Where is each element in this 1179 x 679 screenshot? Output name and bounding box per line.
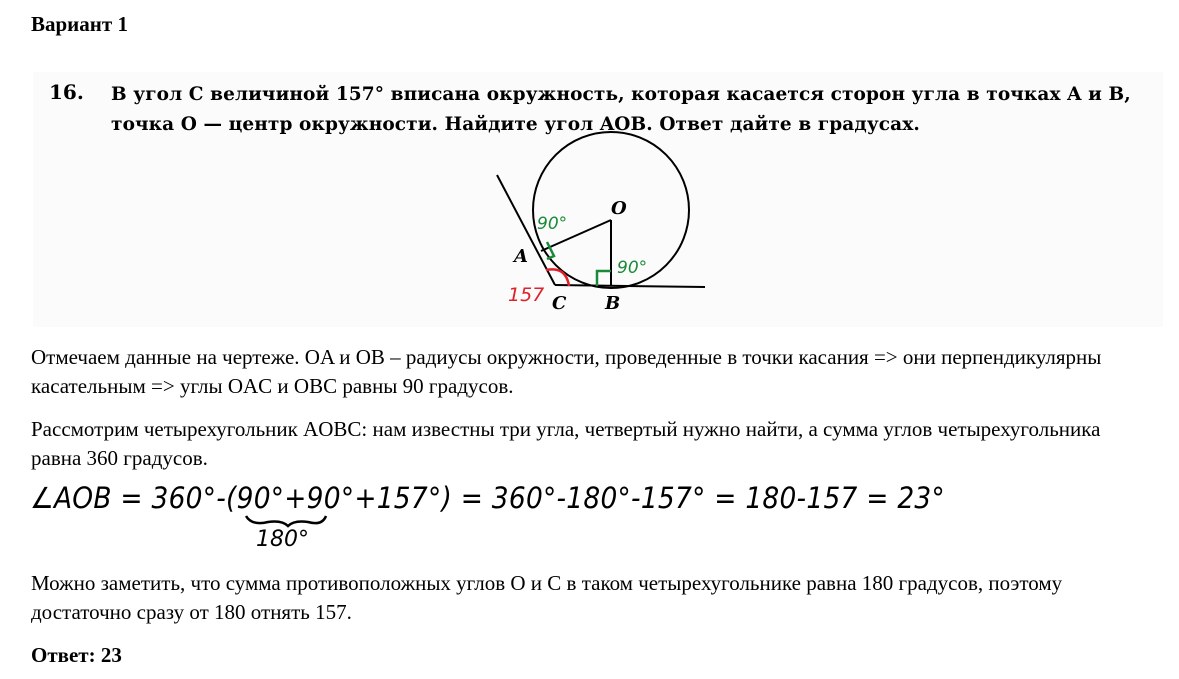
handwritten-brace-label: 180° xyxy=(256,527,309,552)
angle-label-c: 157 xyxy=(508,284,545,306)
label-c: C xyxy=(552,293,567,314)
angle-arc-c xyxy=(546,269,569,286)
answer-line: Ответ: 23 xyxy=(31,643,122,667)
label-b: B xyxy=(605,293,621,314)
handwritten-equation: ∠AOB = 360°-(90°+90°+157°) = 360°-180°-157° = 180-157 = 23° xyxy=(30,481,945,515)
underbrace xyxy=(246,516,326,526)
problem-number: 16. xyxy=(49,80,84,104)
solution-paragraph-1: Отмечаем данные на чертеже. OA и OB – радиусы окружности, проведенные в точки касания => они перпендикулярны касательным => углы OAC и OBC равны 90 градусов. xyxy=(31,345,1102,398)
angle-label-obc: 90° xyxy=(617,258,648,278)
label-a: A xyxy=(514,246,528,267)
handwritten-calculation xyxy=(0,470,1179,560)
angle-label-oac: 90° xyxy=(537,214,568,234)
right-angle-mark-b xyxy=(597,271,611,286)
variant-title: Вариант 1 xyxy=(31,12,128,36)
solution-paragraph-2: Рассмотрим четырехугольник AOBC: нам известны три угла, четвертый нужно найти, а сумма углов четырехугольника равна 360 градусов. xyxy=(31,417,1101,470)
problem-text: В угол C величиной 157° вписана окружность, которая касается сторон угла в точках A и B, точка O — центр окружности. Найдите угол AOB. Ответ дайте в градусах. xyxy=(111,84,1131,135)
solution-paragraph-3: Можно заметить, что сумма противоположных углов O и C в таком четырехугольнике равна 180 градусов, поэтому достаточно сразу от 180 отнять 157. xyxy=(31,571,1063,624)
label-o: O xyxy=(611,198,627,219)
